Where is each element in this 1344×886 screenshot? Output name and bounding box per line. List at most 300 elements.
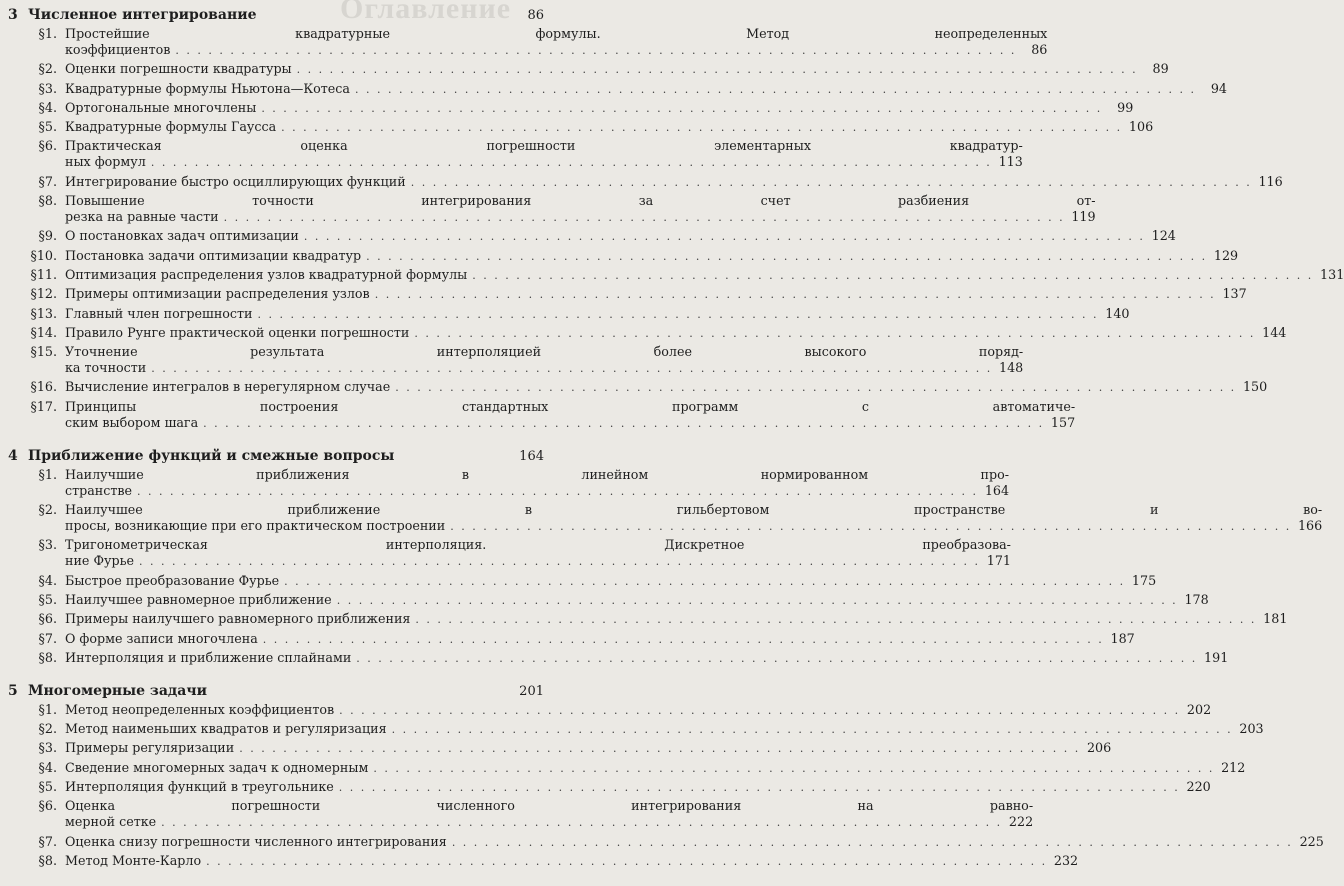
section-title-word: приближение (287, 502, 381, 518)
dot-leader (472, 268, 1313, 284)
dot-leader (415, 612, 1256, 628)
section-page-number: 222 (1008, 814, 1034, 830)
section-title-word: погрешности (486, 138, 576, 154)
section-title-block (65, 631, 1135, 648)
section-page-number: 187 (1110, 630, 1135, 646)
chapter-title: Многомерные задачи (28, 682, 207, 699)
toc-entry (8, 740, 1112, 757)
dot-leader (414, 326, 1255, 342)
section-page-number: 131 (1320, 266, 1344, 282)
section-title-block (65, 592, 1209, 609)
dot-leader (337, 593, 1178, 609)
section-title-block (65, 798, 1033, 831)
section-title-word: квадратур- (949, 138, 1023, 154)
section-number: §2. (38, 721, 57, 737)
toc-entry (8, 286, 1247, 303)
section-title-line (65, 611, 1287, 628)
section-title-line (65, 814, 1033, 831)
section-title-line (65, 553, 1011, 570)
dot-leader (375, 287, 1216, 303)
section-title-line (65, 853, 1078, 870)
section-title-text: Быстрое преобразование Фурье (65, 572, 280, 588)
section-title-block (65, 779, 1211, 796)
section-title-line (65, 193, 1096, 209)
section-number: §1. (38, 701, 57, 717)
section-number: §15. (30, 344, 57, 360)
section-title-line (65, 415, 1075, 432)
section-title-text: ных формул (65, 154, 146, 170)
section-title-line (65, 834, 1324, 851)
section-title-line (65, 100, 1133, 117)
section-title-block (65, 286, 1247, 303)
section-page-number: 164 (984, 482, 1010, 498)
section-title-text: Интерполяция функций в треугольнике (65, 779, 334, 795)
section-title-block (65, 760, 1245, 777)
section-title-block (65, 853, 1078, 870)
section-title-text: Правило Рунге практической оценки погрешности (65, 324, 410, 340)
toc-entry (8, 99, 1134, 117)
section-title-word: Наилучшее (65, 502, 143, 518)
section-page-number: 116 (1258, 173, 1283, 189)
section-title-word: линейном (581, 466, 649, 482)
section-title-word: программ (671, 398, 739, 414)
section-title-line (65, 702, 1211, 719)
section-number: §4. (38, 99, 57, 115)
section-title-word: в (524, 502, 533, 518)
section-title-word: за (638, 193, 654, 209)
section-number: §1. (38, 466, 57, 482)
toc-entry (8, 611, 1288, 628)
section-title-block (65, 138, 1023, 171)
section-number: §7. (38, 833, 57, 849)
toc-entry (8, 701, 1212, 719)
section-title-block (65, 721, 1264, 738)
chapter-heading (8, 683, 544, 702)
section-title-block (65, 502, 1322, 535)
section-number: §12. (30, 286, 57, 302)
section-title-word: Тригонометрическая (65, 537, 208, 553)
toc-entry (8, 119, 1154, 136)
section-number: §5. (38, 119, 57, 135)
section-page-number: 89 (1152, 61, 1169, 77)
section-title-word: во- (1303, 502, 1323, 518)
table-of-contents (8, 7, 1344, 886)
dot-leader (206, 854, 1047, 870)
toc-entry (8, 591, 1209, 609)
section-title-line (65, 631, 1135, 648)
section-title-block (65, 611, 1287, 628)
dot-leader (139, 554, 980, 570)
section-title-line (65, 344, 1023, 360)
section-title-block (65, 119, 1153, 136)
section-title-block (65, 467, 1009, 500)
section-title-line (65, 399, 1075, 415)
section-title-block (65, 26, 1047, 59)
section-title-word: интерполяция. (385, 537, 487, 553)
section-page-number: 119 (1071, 209, 1096, 225)
dot-leader (373, 761, 1214, 777)
section-title-text: Вычисление интегралов в нерегулярном случае (65, 379, 391, 395)
section-page-number: 232 (1053, 852, 1079, 868)
section-title-text: Главный член погрешности (65, 305, 253, 321)
section-title-line (65, 798, 1033, 814)
toc-entry (8, 228, 1176, 245)
section-title-text: Постановка задачи оптимизации квадратур (65, 247, 362, 263)
section-title-block (65, 537, 1011, 570)
chapter-page-number: 201 (519, 683, 544, 699)
section-title-word: формулы. (535, 26, 601, 41)
section-title-text: Оценка снизу погрешности численного интегрирования (65, 833, 447, 849)
dot-leader (356, 651, 1197, 667)
section-title-block (65, 228, 1176, 245)
section-page-number: 124 (1151, 228, 1176, 244)
toc-entry (8, 324, 1287, 342)
chapter-page-number: 86 (527, 8, 544, 23)
section-title-text: Оптимизация распределения узлов квадратурной формулы (65, 266, 468, 282)
toc-entry (8, 833, 1324, 851)
section-title-line (65, 267, 1344, 284)
section-title-text: ским выбором шага (65, 414, 199, 430)
section-title-word: пространстве (914, 502, 1006, 518)
toc-entry (8, 61, 1169, 78)
section-page-number: 157 (1050, 414, 1076, 430)
section-title-line (65, 721, 1264, 738)
section-title-line (65, 537, 1011, 553)
dot-leader (203, 416, 1044, 432)
section-number: §7. (38, 173, 57, 189)
section-page-number: 171 (986, 553, 1011, 569)
section-title-text: резка на равные части (65, 209, 219, 225)
section-title-word: более (653, 344, 692, 360)
section-title-block (65, 399, 1075, 432)
section-title-line (65, 467, 1009, 483)
section-number: §2. (38, 502, 57, 518)
section-title-text: Интегрирование быстро осциллирующих функций (65, 173, 406, 189)
toc-entry (8, 779, 1211, 796)
section-number: §10. (30, 247, 57, 263)
section-title-block (65, 650, 1228, 667)
section-number: §6. (38, 798, 57, 814)
section-title-line (65, 228, 1176, 245)
toc-entry (8, 398, 1076, 432)
section-page-number: 150 (1242, 379, 1268, 395)
toc-entry (8, 798, 1034, 831)
section-title-word: приближения (256, 466, 350, 482)
section-title-text: Интерполяция и приближение сплайнами (65, 649, 352, 665)
section-title-text: Квадратурные формулы Гаусса (65, 119, 277, 135)
section-number: §11. (30, 266, 57, 282)
section-title-word: на (857, 798, 874, 814)
dot-leader (161, 815, 1002, 831)
section-title-text: Метод неопределенных коэффициентов (65, 701, 335, 717)
section-page-number: 166 (1297, 518, 1323, 534)
toc-entry (8, 721, 1264, 738)
section-number: §4. (38, 759, 57, 775)
section-title-word: поряд- (978, 344, 1024, 360)
section-title-word: оценка (300, 138, 348, 154)
section-number: §7. (38, 630, 57, 646)
section-number: §5. (38, 779, 57, 795)
section-page-number: 191 (1204, 649, 1229, 665)
section-title-word: Наилучшие (65, 466, 144, 482)
section-title-text: Сведение многомерных задач к одномерным (65, 759, 369, 775)
chapter-heading (8, 448, 544, 467)
dot-leader (450, 519, 1291, 535)
toc-entry (8, 173, 1283, 191)
section-title-line (65, 650, 1228, 667)
section-title-block (65, 702, 1211, 719)
section-page-number: 106 (1128, 119, 1154, 135)
section-title-word: Дискретное (664, 537, 745, 553)
section-number: §3. (38, 80, 57, 96)
section-title-block (65, 379, 1267, 396)
section-number: §16. (30, 379, 57, 395)
section-title-word: про- (980, 466, 1010, 482)
section-title-word: счет (760, 193, 791, 209)
section-title-line (65, 502, 1322, 518)
section-title-text: Ортогональные многочлены (65, 99, 257, 115)
section-title-line (65, 360, 1023, 377)
section-page-number: 225 (1299, 833, 1324, 849)
section-title-text: ка точности (65, 360, 147, 376)
section-title-text: Примеры оптимизации распределения узлов (65, 286, 370, 302)
section-title-text: просы, возникающие при его практическом построении (65, 518, 446, 534)
section-title-word: квадратурные (295, 26, 390, 41)
dot-leader (137, 484, 978, 500)
section-title-block (65, 573, 1156, 590)
section-page-number: 129 (1213, 247, 1239, 263)
toc-entry (8, 852, 1079, 870)
toc-entry (8, 759, 1246, 777)
section-number: §6. (38, 138, 57, 154)
dot-leader (395, 380, 1236, 396)
dot-leader (366, 249, 1207, 265)
section-number: §3. (38, 537, 57, 553)
section-title-text: Примеры регуляризации (65, 740, 235, 756)
section-number: §8. (38, 193, 57, 209)
section-page-number: 202 (1186, 701, 1212, 717)
section-title-word: высокого (804, 344, 867, 360)
bleed-through-heading: Оглавление (340, 0, 512, 25)
section-title-text: ние Фурье (65, 553, 134, 569)
chapter-page-number: 164 (519, 448, 544, 464)
section-title-text: Примеры наилучшего равномерного приближения (65, 611, 411, 627)
section-page-number: 175 (1131, 572, 1157, 588)
section-title-word: разбиения (898, 193, 970, 209)
section-title-word: Оценка (65, 798, 116, 814)
section-title-word: построения (259, 398, 339, 414)
section-number: §1. (38, 26, 57, 41)
section-number: §5. (38, 591, 57, 607)
section-title-line (65, 61, 1169, 78)
section-page-number: 94 (1210, 80, 1227, 96)
section-title-text: Квадратурные формулы Ньютона—Котеса (65, 80, 350, 96)
section-number: §17. (30, 398, 57, 414)
section-title-word: неопределенных (934, 26, 1048, 41)
chapter-number: 5 (8, 682, 18, 699)
section-title-block (65, 81, 1227, 98)
chapter-block (8, 7, 1344, 432)
section-title-line (65, 209, 1096, 226)
section-title-word: с (861, 398, 870, 414)
section-title-text: Метод наименьших квадратов и регуляризация (65, 721, 387, 737)
chapter-title: Численное интегрирование (28, 7, 257, 23)
section-title-line (65, 740, 1111, 757)
toc-entry (8, 26, 1048, 59)
section-title-block (65, 740, 1111, 757)
section-title-word: стандартных (461, 398, 549, 414)
dot-leader (258, 307, 1099, 323)
toc-entry (8, 466, 1010, 500)
toc-entry (8, 379, 1268, 396)
section-page-number: 181 (1263, 611, 1288, 627)
section-number: §14. (30, 324, 57, 340)
dot-leader (284, 574, 1125, 590)
section-page-number: 212 (1221, 759, 1246, 775)
dot-leader (304, 229, 1145, 245)
section-number: §2. (38, 61, 57, 77)
section-title-line (65, 760, 1245, 777)
section-title-word: интерполяцией (436, 344, 542, 360)
section-title-line (65, 81, 1227, 98)
section-page-number: 220 (1186, 779, 1211, 795)
section-title-line (65, 483, 1009, 500)
section-title-text: Наилучшее равномерное приближение (65, 591, 332, 607)
dot-leader (339, 780, 1180, 796)
chapter-title: Приближение функций и смежные вопросы (28, 447, 395, 464)
section-title-block (65, 267, 1344, 284)
dot-leader (355, 82, 1196, 98)
section-title-block (65, 248, 1238, 265)
dot-leader (151, 361, 992, 377)
section-title-line (65, 779, 1211, 796)
toc-entry (8, 193, 1096, 226)
section-title-word: численного (436, 798, 515, 814)
section-title-text: коэффициентов (65, 42, 171, 57)
section-number: §4. (38, 572, 57, 588)
section-page-number: 137 (1222, 286, 1247, 302)
section-title-text: странстве (65, 482, 133, 498)
section-title-word: Уточнение (65, 344, 138, 360)
section-title-word: Метод (746, 26, 790, 41)
toc-entry (8, 80, 1227, 98)
chapter-block (8, 682, 1324, 870)
section-page-number: 113 (998, 154, 1023, 170)
section-title-line (65, 119, 1153, 136)
dot-leader (411, 175, 1252, 191)
section-title-word: интегрирования (631, 798, 742, 814)
dot-leader (151, 155, 992, 171)
chapter-number: 3 (8, 7, 18, 23)
section-title-line (65, 518, 1322, 535)
section-title-text: О постановках задач оптимизации (65, 228, 299, 244)
section-page-number: 148 (999, 360, 1024, 376)
section-title-word: Практическая (65, 138, 162, 154)
section-title-block (65, 834, 1324, 851)
section-title-line (65, 306, 1129, 323)
section-title-line (65, 286, 1247, 303)
section-title-word: результата (250, 344, 325, 360)
section-title-text: О форме записи многочлена (65, 630, 258, 646)
section-title-text: Метод Монте-Карло (65, 852, 202, 868)
section-number: §8. (38, 649, 57, 665)
section-title-line (65, 174, 1283, 191)
section-number: §6. (38, 611, 57, 627)
section-page-number: 178 (1184, 591, 1209, 607)
section-title-word: автоматиче- (992, 398, 1076, 414)
section-title-block (65, 306, 1129, 323)
section-title-word: элементарных (714, 138, 811, 154)
dot-leader (452, 835, 1293, 851)
toc-entry (8, 305, 1130, 323)
section-title-line (65, 138, 1023, 154)
dot-leader (175, 43, 1016, 59)
section-title-block (65, 61, 1169, 78)
section-title-word: равно- (989, 798, 1034, 814)
toc-entry (8, 502, 1323, 535)
dot-leader (263, 632, 1104, 648)
section-title-line (65, 379, 1267, 396)
section-title-word: преобразова- (922, 537, 1011, 553)
section-number: §3. (38, 740, 57, 756)
dot-leader (392, 722, 1233, 738)
section-title-text: мерной сетке (65, 814, 157, 830)
toc-entry (8, 537, 1011, 570)
section-title-word: погрешности (231, 798, 321, 814)
section-title-word: интегрирования (421, 193, 532, 209)
dot-leader (281, 120, 1122, 136)
dot-leader (297, 62, 1138, 78)
section-page-number: 206 (1086, 740, 1112, 756)
section-title-word: и (1149, 502, 1159, 518)
toc-entry (8, 344, 1024, 377)
toc-entry (8, 247, 1239, 265)
section-title-block (65, 174, 1283, 191)
section-number: §9. (38, 228, 57, 244)
section-title-word: гильбертовом (676, 502, 770, 518)
section-title-text: Оценки погрешности квадратуры (65, 61, 292, 77)
section-number: §13. (30, 305, 57, 321)
section-title-word: нормированном (760, 466, 869, 482)
chapter-heading (8, 7, 544, 26)
section-title-word: в (461, 466, 469, 482)
section-title-block (65, 344, 1023, 377)
section-title-block (65, 193, 1096, 226)
dot-leader (224, 210, 1065, 226)
section-page-number: 144 (1262, 324, 1287, 340)
dot-leader (239, 741, 1080, 757)
section-number: §8. (38, 852, 57, 868)
section-title-block (65, 325, 1286, 342)
section-page-number: 203 (1239, 721, 1264, 737)
section-title-block (65, 100, 1133, 117)
toc-entry (8, 572, 1157, 590)
dot-leader (339, 703, 1180, 719)
section-title-line (65, 248, 1238, 265)
toc-entry (8, 630, 1135, 648)
section-title-word: Принципы (65, 398, 137, 414)
section-page-number: 140 (1105, 305, 1130, 321)
section-page-number: 99 (1117, 99, 1134, 115)
section-title-line (65, 26, 1047, 42)
section-title-line (65, 42, 1047, 59)
toc-entry (8, 649, 1229, 667)
toc-entry (8, 266, 1344, 284)
section-title-word: точности (252, 193, 314, 209)
section-title-word: Повышение (65, 193, 145, 209)
chapter-number: 4 (8, 447, 18, 464)
toc-entry (8, 138, 1023, 171)
